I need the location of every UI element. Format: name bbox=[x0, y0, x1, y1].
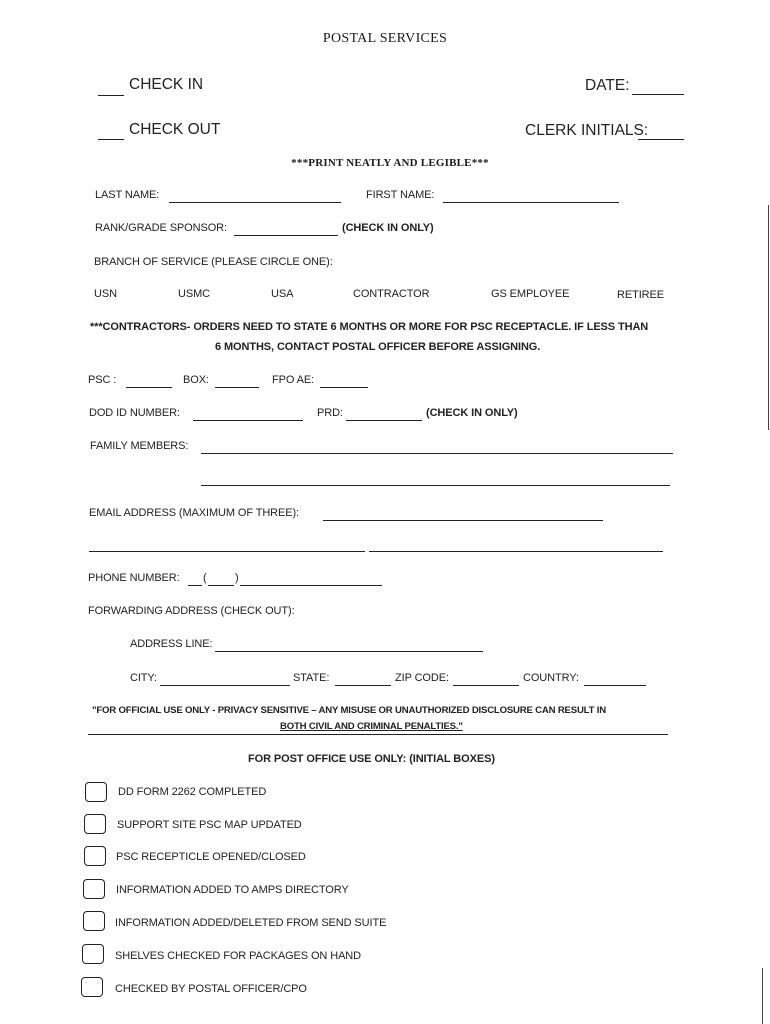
first-name-label: FIRST NAME: bbox=[366, 189, 435, 201]
prd-label: PRD: bbox=[317, 407, 343, 419]
phone-label: PHONE NUMBER: bbox=[88, 572, 180, 584]
email-label: EMAIL ADDRESS (MAXIMUM OF THREE): bbox=[89, 507, 300, 519]
check-out-blank[interactable] bbox=[98, 128, 124, 140]
clerk-initials-field[interactable] bbox=[638, 128, 684, 140]
office-item-amps: INFORMATION ADDED TO AMPS DIRECTORY bbox=[116, 884, 349, 896]
address-line-field[interactable] bbox=[215, 640, 483, 652]
city-label: CITY: bbox=[130, 672, 158, 684]
date-label: DATE: bbox=[585, 77, 630, 94]
email-field-2[interactable] bbox=[89, 551, 365, 552]
psc-label: PSC : bbox=[88, 374, 117, 386]
last-name-field[interactable] bbox=[169, 191, 341, 203]
clerk-initials-label: CLERK INITIALS: bbox=[525, 122, 649, 139]
family-members-field[interactable] bbox=[201, 442, 673, 454]
office-checkbox-psc-map[interactable] bbox=[84, 814, 106, 834]
contractor-note-line1: ***CONTRACTORS- ORDERS NEED TO STATE 6 MONTHS OR MORE FOR PSC RECEPTACLE. IF LESS THAN bbox=[90, 321, 649, 333]
phone-number-field[interactable] bbox=[240, 574, 382, 586]
office-checkbox-send-suite[interactable] bbox=[83, 911, 105, 931]
email-field-3[interactable] bbox=[369, 551, 663, 552]
dod-id-field[interactable] bbox=[193, 409, 303, 421]
check-in-blank[interactable] bbox=[98, 84, 124, 96]
page-title: POSTAL SERVICES bbox=[322, 31, 448, 46]
phone-paren-close: ) bbox=[235, 572, 239, 584]
check-in-only-note: (CHECK IN ONLY) bbox=[342, 222, 434, 234]
state-field[interactable] bbox=[335, 674, 391, 686]
office-checkbox-recepticle[interactable] bbox=[84, 846, 106, 866]
family-members-label: FAMILY MEMBERS: bbox=[90, 440, 189, 452]
office-use-heading: FOR POST OFFICE USE ONLY: (INITIAL BOXES) bbox=[248, 753, 495, 765]
city-field[interactable] bbox=[160, 674, 290, 686]
office-item-recepticle: PSC RECEPTICLE OPENED/CLOSED bbox=[116, 851, 306, 863]
forwarding-address-label: FORWARDING ADDRESS (CHECK OUT): bbox=[88, 605, 295, 617]
rank-sponsor-field[interactable] bbox=[234, 224, 338, 236]
scan-edge-mark bbox=[768, 205, 769, 430]
family-members-line-2[interactable] bbox=[201, 485, 670, 486]
last-name-label: LAST NAME: bbox=[95, 189, 160, 201]
office-checkbox-dd-form[interactable] bbox=[85, 782, 107, 802]
phone-blank-lead[interactable] bbox=[188, 574, 202, 586]
branch-option-gs-employee[interactable]: GS EMPLOYEE bbox=[491, 288, 570, 300]
office-item-shelves: SHELVES CHECKED FOR PACKAGES ON HAND bbox=[115, 950, 361, 962]
zip-code-label: ZIP CODE: bbox=[395, 672, 449, 684]
fpo-field[interactable] bbox=[320, 376, 368, 388]
check-out-label: CHECK OUT bbox=[129, 121, 221, 138]
date-field[interactable] bbox=[632, 83, 684, 95]
prd-check-in-only-note: (CHECK IN ONLY) bbox=[426, 407, 518, 419]
first-name-field[interactable] bbox=[443, 191, 619, 203]
email-field-1[interactable] bbox=[323, 509, 603, 521]
country-label: COUNTRY: bbox=[523, 672, 579, 684]
office-checkbox-shelves[interactable] bbox=[82, 944, 104, 964]
box-label: BOX: bbox=[183, 374, 209, 386]
check-in-label: CHECK IN bbox=[129, 76, 204, 93]
fpo-label: FPO AE: bbox=[272, 374, 315, 386]
office-item-dd-form: DD FORM 2262 COMPLETED bbox=[118, 786, 267, 798]
psc-field[interactable] bbox=[126, 376, 172, 388]
scan-edge-mark-bottom bbox=[762, 968, 763, 1024]
branch-option-contractor[interactable]: CONTRACTOR bbox=[353, 288, 430, 300]
office-checkbox-amps[interactable] bbox=[83, 879, 105, 899]
zip-code-field[interactable] bbox=[453, 674, 519, 686]
phone-paren-open: ( bbox=[203, 572, 207, 584]
print-neatly-instruction: ***PRINT NEATLY AND LEGIBLE*** bbox=[291, 157, 489, 169]
branch-option-usa[interactable]: USA bbox=[271, 288, 294, 300]
office-checkbox-postal-officer[interactable] bbox=[81, 977, 103, 997]
country-field[interactable] bbox=[584, 674, 646, 686]
branch-option-usmc[interactable]: USMC bbox=[178, 288, 210, 300]
address-line-label: ADDRESS LINE: bbox=[130, 638, 213, 650]
contractor-note-line2: 6 MONTHS, CONTACT POSTAL OFFICER BEFORE ASSIGNING. bbox=[215, 341, 541, 353]
branch-option-usn[interactable]: USN bbox=[94, 288, 117, 300]
rank-sponsor-label: RANK/GRADE SPONSOR: bbox=[95, 222, 227, 234]
dod-id-label: DOD ID NUMBER: bbox=[89, 407, 180, 419]
office-item-postal-officer: CHECKED BY POSTAL OFFICER/CPO bbox=[115, 983, 307, 995]
privacy-notice-line2: BOTH CIVIL AND CRIMINAL PENALTIES." bbox=[280, 721, 463, 732]
office-item-send-suite: INFORMATION ADDED/DELETED FROM SEND SUITE bbox=[115, 917, 387, 929]
branch-label: BRANCH OF SERVICE (PLEASE CIRCLE ONE): bbox=[94, 256, 333, 268]
prd-field[interactable] bbox=[346, 409, 422, 421]
state-label: STATE: bbox=[293, 672, 330, 684]
privacy-notice-line1: "FOR OFFICIAL USE ONLY - PRIVACY SENSITIVE – ANY MISUSE OR UNAUTHORIZED DISCLOSURE CAN RESULT IN bbox=[92, 705, 606, 716]
box-field[interactable] bbox=[215, 376, 259, 388]
branch-option-retiree[interactable]: RETIREE bbox=[617, 289, 664, 301]
privacy-divider bbox=[88, 734, 668, 735]
phone-area-code-field[interactable] bbox=[208, 574, 234, 586]
office-item-psc-map: SUPPORT SITE PSC MAP UPDATED bbox=[117, 819, 302, 831]
